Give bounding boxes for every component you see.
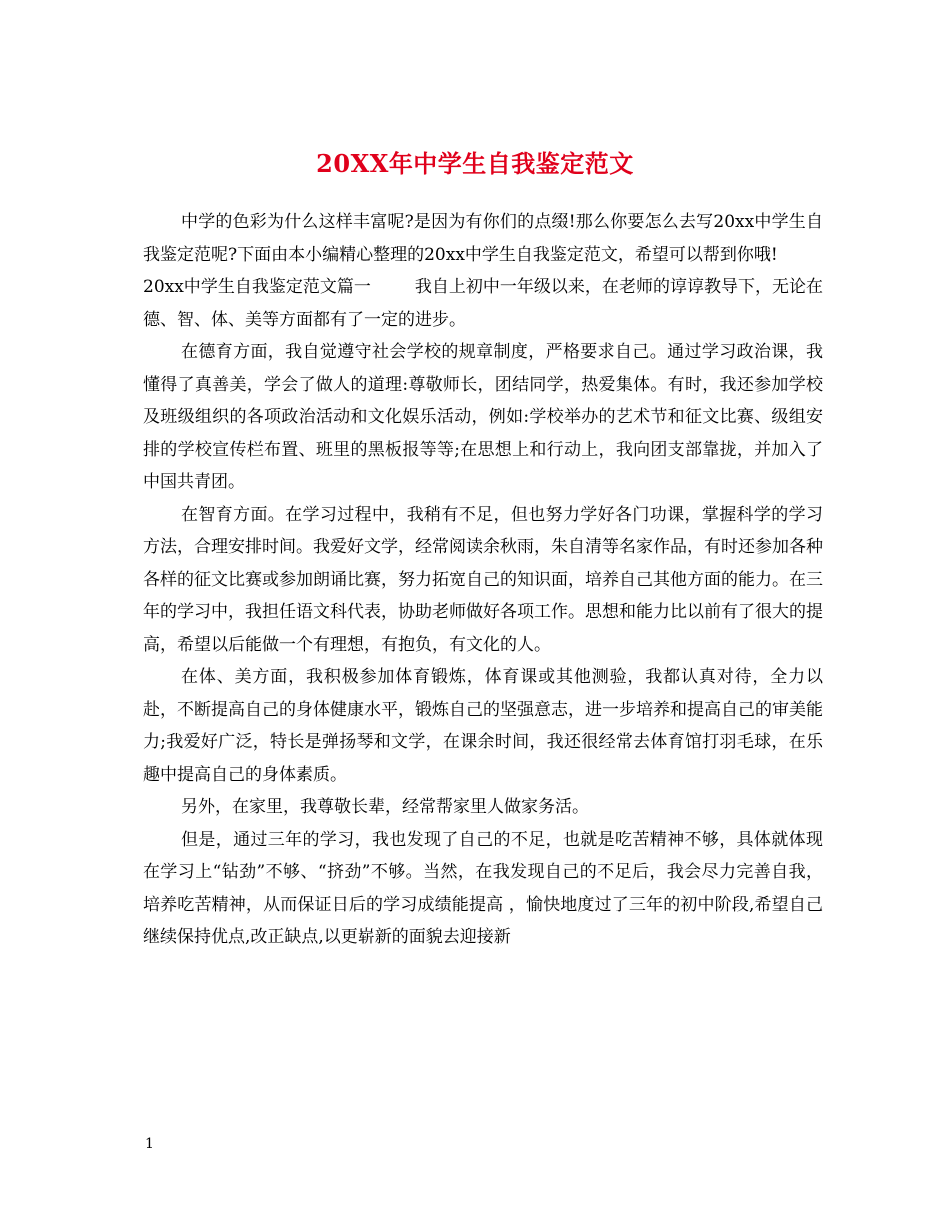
section-lead: 我自上初中一年级以来，在老师的谆谆教导下，无论在德、智、体、美等方面都有了一定的进步。 xyxy=(143,277,823,330)
paragraph-family: 另外，在家里，我尊敬长辈，经常帮家里人做家务活。 xyxy=(181,797,589,817)
paragraph-moral: 在德育方面，我自觉遵守社会学校的规章制度，严格要求自己。通过学习政治课，我懂得了真善美，学会了做人的道理:尊敬师长，团结同学，热爱集体。有时，我还参加学校及班级组织的各项政治活动和文化娱乐活动，例如:学校举办的艺术节和征文比赛、级组安排的学校宣传栏布置、班里的黑板报等等;在思想上和行动上，我向团支部靠拢，并加入了中国共青团。 xyxy=(143,342,823,492)
section-heading-paragraph xyxy=(143,271,823,336)
document-body xyxy=(143,206,823,954)
page-title: 20XX年中学生自我鉴定范文 xyxy=(316,149,634,179)
intro-paragraph: 中学的色彩为什么这样丰富呢?是因为有你们的点缀!那么你要怎么去写20xx中学生自我鉴定范呢?下面由本小编精心整理的20xx中学生自我鉴定范文，希望可以帮到你哦! xyxy=(143,212,823,265)
page-number: 1 xyxy=(145,1136,154,1152)
paragraph-physical-aesthetic: 在体、美方面，我积极参加体育锻炼，体育课或其他测验，我都认真对待，全力以赴，不断提高自己的身体健康水平，锻炼自己的坚强意志，进一步培养和提高自己的审美能力;我爱好广泛，特长是弹扬琴和文学，在课余时间，我还很经常去体育馆打羽毛球，在乐趣中提高自己的身体素质。 xyxy=(143,667,823,785)
section-heading: 20xx中学生自我鉴定范文篇一 xyxy=(143,277,371,297)
paragraph-intellectual: 在智育方面。在学习过程中，我稍有不足，但也努力学好各门功课，掌握科学的学习方法，合理安排时间。我爱好文学，经常阅读余秋雨，朱自清等名家作品，有时还参加各种各样的征文比赛或参加朗诵比赛，努力拓宽自己的知识面，培养自己其他方面的能力。在三年的学习中，我担任语文科代表，协助老师做好各项工作。思想和能力比以前有了很大的提高，希望以后能做一个有理想，有抱负，有文化的人。 xyxy=(143,504,823,655)
paragraph-shortcomings: 但是，通过三年的学习，我也发现了自己的不足，也就是吃苦精神不够，具体就体现在学习上“钻劲”不够、“挤劲”不够。当然，在我发现自己的不足后，我会尽力完善自我，培养吃苦精神，从而保证日后的学习成绩能提高 ，愉快地度过了三年的初中阶段,希望自己继续保持优点,改正缺点,以更崭新的面貌去迎接新 xyxy=(143,829,823,947)
